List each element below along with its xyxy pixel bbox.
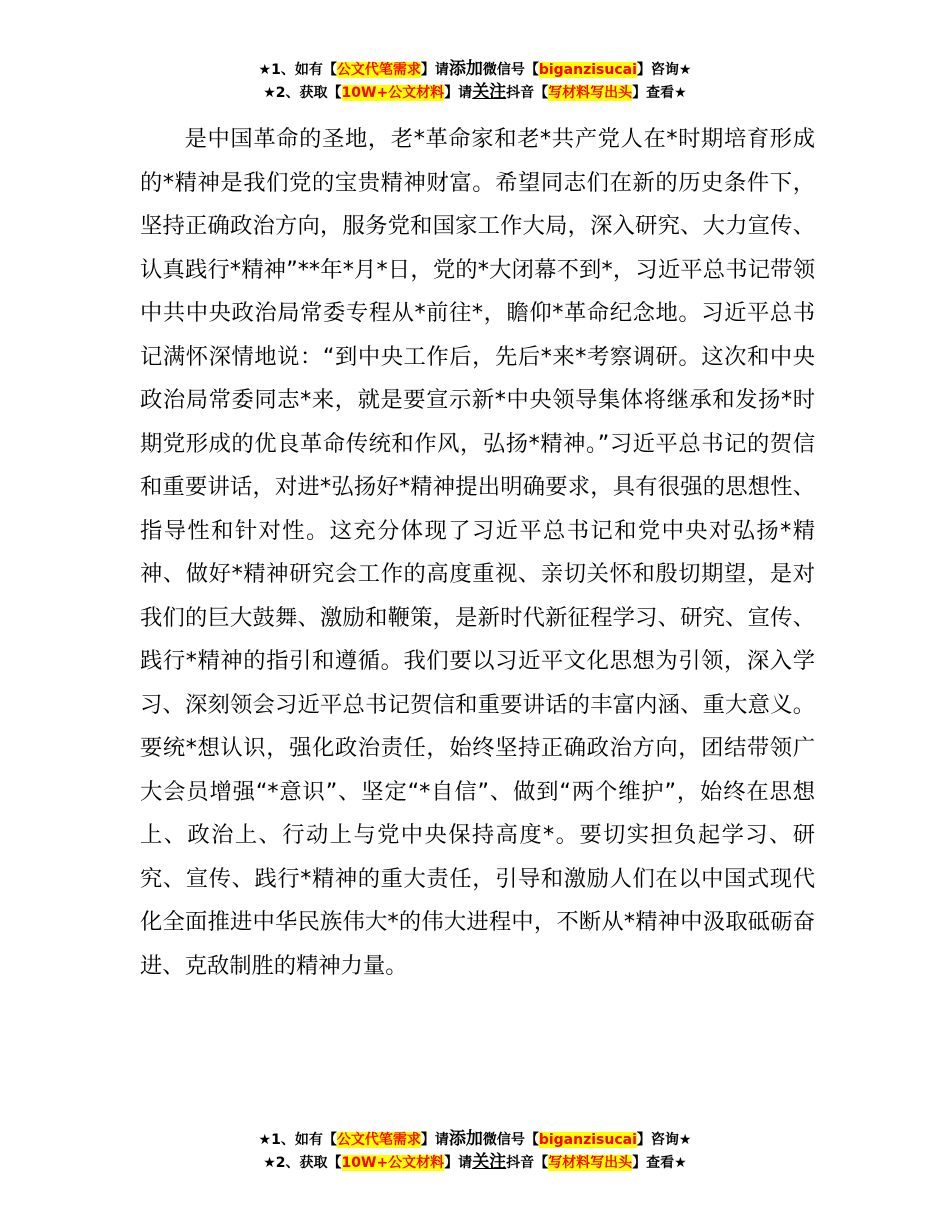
banner-text: ★1、如有【	[258, 62, 337, 78]
banner-text: 微信号【	[482, 62, 539, 78]
highlight-douyin-id: 写材料写出头	[548, 85, 633, 101]
body-paragraph: 是中国革命的圣地，老*革命家和老*共产党人在*时期培育形成的*精神是我们党的宝贵精神财富。希望同志们在新的历史条件下，坚持正确政治方向，服务党和国家工作大局，深入研究、大力宣传、认真践行*精神”**年*月*日，党的*大闭幕不到*，习近平总书记带领中共中央政治局常委专程从*前往*，瞻仰*革命纪念地。习近平总书记满怀深情地说：“到中央工作后，先后*来*考察调研。这次和中央政治局常委同志*来，就是要宣示新*中央领导集体将继承和发扬*时期党形成的优良革命传统和作风，弘扬*精神。”习近平总书记的贺信和重要讲话，对进*弘扬好*精神提出明确要求，具有很强的思想性、指导性和针对性。这充分体现了习近平总书记和党中央对弘扬*精神、做好*精神研究会工作的高度重视、亲切关怀和殷切期望，是对我们的巨大鼓舞、激励和鞭策，是新时代新征程学习、研究、宣传、践行*精神的指引和遵循。我们要以习近平文化思想为引领，深入学习、深刻领会习近平总书记贺信和重要讲话的丰富内涵、重大意义。要统*想认识，强化政治责任，始终坚持正确政治方向，团结带领广大会员增强“*意识”、坚定“*自信”、做到“两个维护”，始终在思想上、政治上、行动上与党中央保持高度*。要切实担负起学习、研究、宣传、践行*精神的重大责任，引导和激励人们在以中国式现代化全面推进中华民族伟大*的伟大进程中，不断从*精神中汲取砥砺奋进、克敌制胜的精神力量。	[140, 126, 815, 979]
banner-text: 】请	[420, 1132, 449, 1148]
highlight-service: 公文代笔需求	[336, 1132, 421, 1148]
banner-emphasis: 添加	[448, 1129, 483, 1149]
highlight-wechat-id: biganzisucai	[538, 62, 637, 78]
banner-text: 】请	[444, 85, 473, 101]
highlight-wechat-id: biganzisucai	[538, 1132, 637, 1148]
banner-text: 抖音【	[506, 1155, 549, 1171]
banner-emphasis: 关注	[472, 82, 507, 102]
banner-emphasis: 关注	[472, 1152, 507, 1172]
banner-text: 】咨询★	[636, 62, 692, 78]
banner-line-2	[0, 81, 950, 104]
banner-text: 抖音【	[506, 85, 549, 101]
highlight-materials: 10W+公文材料	[341, 85, 445, 101]
banner-line-1	[0, 1128, 950, 1151]
header-banner	[0, 58, 950, 104]
banner-text: 】查看★	[632, 85, 687, 101]
banner-line-1	[0, 58, 950, 81]
banner-text: ★2、获取【	[263, 85, 342, 101]
banner-emphasis: 添加	[448, 59, 483, 79]
banner-text: ★1、如有【	[258, 1132, 337, 1148]
banner-text: ★2、获取【	[263, 1155, 342, 1171]
banner-text: 】请	[420, 62, 449, 78]
highlight-service: 公文代笔需求	[336, 62, 421, 78]
banner-text: 】查看★	[632, 1155, 687, 1171]
highlight-douyin-id: 写材料写出头	[548, 1155, 633, 1171]
footer-banner	[0, 1128, 950, 1174]
banner-text: 微信号【	[482, 1132, 539, 1148]
banner-text: 】咨询★	[636, 1132, 692, 1148]
banner-line-2	[0, 1151, 950, 1174]
highlight-materials: 10W+公文材料	[341, 1155, 445, 1171]
banner-text: 】请	[444, 1155, 473, 1171]
